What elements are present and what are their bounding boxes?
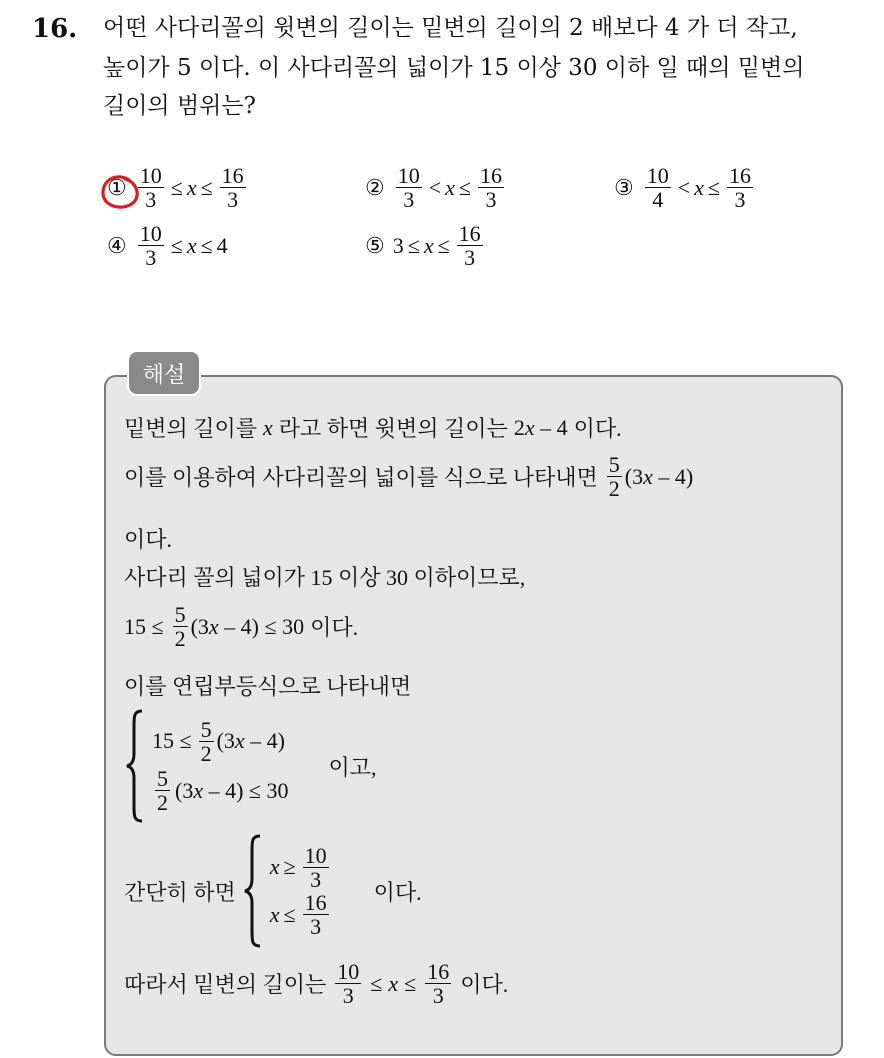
fraction: $\frac{10}{4}$ xyxy=(646,163,669,213)
operator: ≤ xyxy=(437,232,450,258)
operator: ≤ xyxy=(707,174,720,200)
system-row: $\frac{5}{2}$ (3x – 4) ≤ 30 xyxy=(157,766,289,816)
system-row: x ≤ $\frac{16}{3}$ xyxy=(269,890,327,940)
operator: ≤ xyxy=(170,174,183,200)
solution-line-6: 이를 연립부등식으로 나타내면 xyxy=(124,674,412,699)
fraction: $\frac{16}{3}$ xyxy=(729,163,751,213)
variable: x xyxy=(186,174,197,200)
option-marker: ⑤ xyxy=(365,232,385,258)
left-brace-icon xyxy=(124,708,146,824)
question-line-1: 어떤 사다리꼴의 윗변의 길이는 밑변의 길이의 2 배보다 4 가 더 작고, xyxy=(103,15,798,41)
fraction: $\frac{5}{2}$ xyxy=(157,766,168,816)
solution-line-4: 사다리 꼴의 넓이가 15 이상 30 이하이므로, xyxy=(124,565,526,590)
question-line-3: 길이의 범위는? xyxy=(103,93,256,119)
question-line-2: 높이가 5 이다. 이 사다리꼴의 넓이가 15 이상 30 이하 일 때의 밑변의 xyxy=(103,55,805,81)
fraction: $\frac{10}{3}$ xyxy=(304,842,327,892)
operator: < xyxy=(677,174,691,200)
operator: ≤ xyxy=(170,232,183,258)
option-marker: ④ xyxy=(107,232,127,258)
fraction: $\frac{16}{3}$ xyxy=(304,890,327,940)
option-5[interactable] xyxy=(365,222,486,269)
red-circle-annotation xyxy=(99,173,143,213)
question-number: 16. xyxy=(32,14,78,44)
operator: < xyxy=(428,174,442,200)
fraction: $\frac{10}{3}$ xyxy=(139,163,162,213)
option-4[interactable] xyxy=(107,222,228,269)
solution-line-2: 이를 이용하여 사다리꼴의 넓이를 식으로 나타내면 $\frac{5}{2}$ (3 x – 4) xyxy=(124,452,694,502)
fraction: $\frac{10}{3}$ xyxy=(337,959,360,1009)
left-brace-icon xyxy=(242,833,264,949)
fraction: $\frac{5}{2}$ xyxy=(608,452,620,502)
value: 3 xyxy=(392,232,404,258)
fraction: $\frac{5}{2}$ xyxy=(174,602,186,652)
solution-tag: 해설 xyxy=(127,350,201,396)
fraction: $\frac{5}{2}$ xyxy=(200,716,212,766)
operator: ≤ xyxy=(407,232,420,258)
solution-line-5: 15 ≤ $\frac{5}{2}$ (3 x – 4) ≤ 30 이다. xyxy=(124,602,359,652)
system-row: x ≥ $\frac{10}{3}$ xyxy=(269,842,327,892)
solution-line-3: 이다. xyxy=(124,527,173,552)
operator: ≤ xyxy=(200,232,213,258)
variable: x xyxy=(445,174,455,200)
option-marker: ① xyxy=(107,174,127,200)
value: 4 xyxy=(216,232,228,258)
option-3[interactable] xyxy=(614,164,756,211)
option-2[interactable] xyxy=(365,164,507,211)
inequality-system-2: 간단히 하면 x ≥ $\frac{10}{3}$ x ≤ $\frac{16}{3}$ 이다. xyxy=(124,833,422,949)
fraction: $\frac{10}{3}$ xyxy=(139,221,162,271)
fraction: $\frac{10}{3}$ xyxy=(397,163,420,213)
system-row: 15 ≤ $\frac{5}{2}$ (3x – 4) xyxy=(152,716,285,766)
fraction: $\frac{16}{3}$ xyxy=(480,163,502,213)
variable: x xyxy=(186,232,197,258)
fraction: $\frac{16}{3}$ xyxy=(221,163,244,213)
fraction: $\frac{16}{3}$ xyxy=(427,959,450,1009)
solution-line-1: 밑변의 길이를 x 라고 하면 윗변의 길이는 2x – 4 이다. xyxy=(124,414,622,441)
option-marker: ② xyxy=(365,174,385,200)
option-marker: ③ xyxy=(614,174,634,200)
inequality-system-1: 15 ≤ $\frac{5}{2}$ (3x – 4) $\frac{5}{2}$ (3x – 4) ≤ 30 이고, xyxy=(124,708,377,824)
operator: ≤ xyxy=(200,174,213,200)
fraction: $\frac{16}{3}$ xyxy=(458,221,481,271)
variable: x xyxy=(694,174,704,200)
variable: x xyxy=(423,232,434,258)
solution-conclusion: 따라서 밑변의 길이는 $\frac{10}{3}$ ≤ x ≤ $\frac{16}{3}$ 이다. xyxy=(124,959,509,1009)
operator: ≤ xyxy=(458,174,471,200)
